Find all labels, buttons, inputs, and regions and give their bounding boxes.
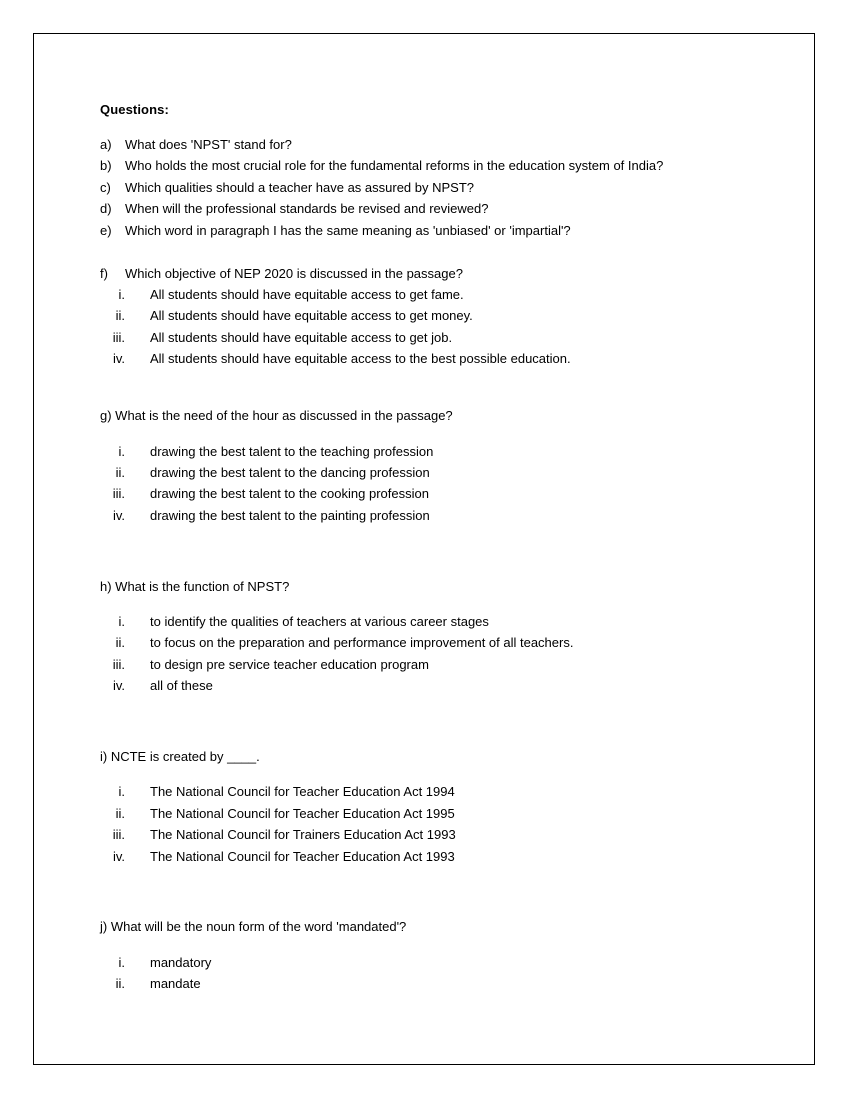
question-letter: a) [100, 137, 112, 152]
option-number: ii. [115, 806, 125, 821]
option-number: ii. [115, 976, 125, 991]
option-text: drawing the best talent to the cooking profession [150, 486, 429, 501]
option-text: The National Council for Teacher Education Act 1995 [150, 806, 455, 821]
option-number: iii. [112, 657, 125, 672]
option-text: drawing the best talent to the painting profession [150, 508, 430, 523]
option-text: All students should have equitable access to get money. [150, 308, 473, 323]
question-text: Which word in paragraph I has the same meaning as 'unbiased' or 'impartial'? [125, 223, 571, 238]
question-text: What does 'NPST' stand for? [125, 137, 292, 152]
question-text: g) What is the need of the hour as discussed in the passage? [100, 408, 453, 423]
option-text: The National Council for Teacher Education Act 1993 [150, 849, 455, 864]
question-text: Which objective of NEP 2020 is discussed in the passage? [125, 266, 463, 281]
option-number: iv. [112, 678, 125, 693]
option-text: all of these [150, 678, 213, 693]
option-number: iv. [112, 849, 125, 864]
questions-heading: Questions: [100, 102, 169, 117]
option-number: iii. [112, 330, 125, 345]
option-number: iv. [112, 508, 125, 523]
option-text: mandate [150, 976, 201, 991]
question-text: Which qualities should a teacher have as assured by NPST? [125, 180, 475, 195]
question-text: Who holds the most crucial role for the fundamental reforms in the education system of India? [125, 158, 664, 173]
question-letter: f) [100, 266, 108, 281]
option-text: All students should have equitable access to the best possible education. [150, 351, 571, 366]
question-text: h) What is the function of NPST? [100, 579, 290, 594]
option-text: drawing the best talent to the teaching profession [150, 444, 434, 459]
option-text: to identify the qualities of teachers at various career stages [150, 614, 489, 629]
question-letter: e) [100, 223, 112, 238]
question-text: j) What will be the noun form of the word 'mandated'? [100, 919, 407, 934]
option-number: iv. [112, 351, 125, 366]
option-text: to focus on the preparation and performance improvement of all teachers. [150, 635, 574, 650]
option-text: to design pre service teacher education program [150, 657, 429, 672]
question-text: i) NCTE is created by ____. [100, 749, 260, 764]
question-letter: d) [100, 201, 112, 216]
option-number: i. [118, 287, 125, 302]
question-text: When will the professional standards be revised and reviewed? [125, 201, 489, 216]
option-number: ii. [115, 635, 125, 650]
option-number: iii. [112, 486, 125, 501]
option-text: mandatory [150, 955, 212, 970]
option-number: iii. [112, 827, 125, 842]
option-text: All students should have equitable access to get job. [150, 330, 453, 345]
option-number: ii. [115, 465, 125, 480]
question-letter: c) [100, 180, 111, 195]
option-text: drawing the best talent to the dancing profession [150, 465, 430, 480]
option-number: i. [118, 444, 125, 459]
option-text: The National Council for Trainers Education Act 1993 [150, 827, 456, 842]
option-number: i. [118, 955, 125, 970]
option-number: i. [118, 784, 125, 799]
option-text: All students should have equitable access to get fame. [150, 287, 464, 302]
question-letter: b) [100, 158, 112, 173]
option-text: The National Council for Teacher Education Act 1994 [150, 784, 455, 799]
option-number: i. [118, 614, 125, 629]
option-number: ii. [115, 308, 125, 323]
